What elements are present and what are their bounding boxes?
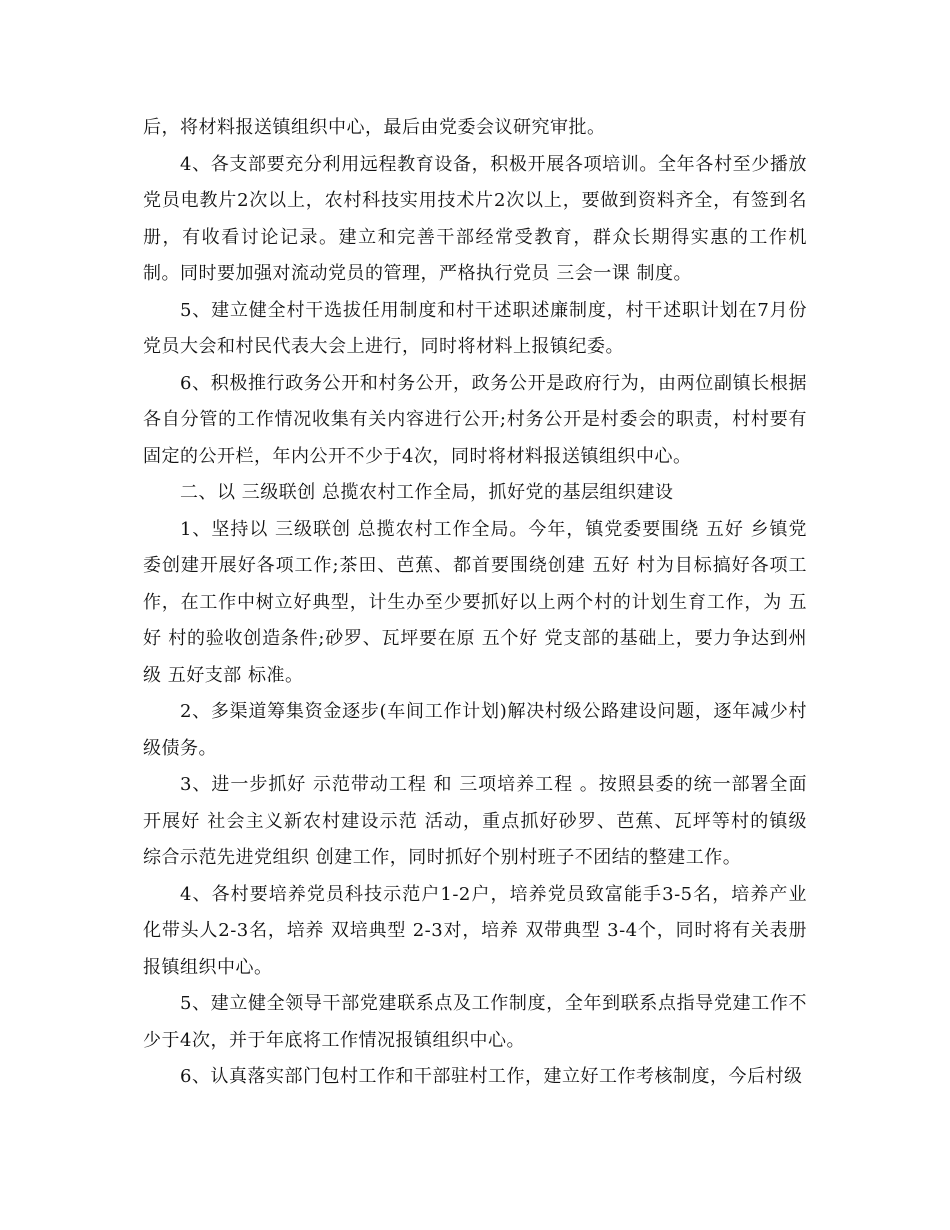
- paragraph-item-4-training: 4、各支部要充分利用远程教育设备，积极开展各项培训。全年各村至少播放党员电教片2次以上，农村科技实用技术片2次以上，要做到资料齐全，有签到名册，有收看讨论记录。建立和完善干部经常受教育，群众长期得实惠的工作机制。同时要加强对流动党员的管理，严格执行党员 三会一课 制度。: [143, 153, 807, 284]
- paragraph-item-5-selection: 5、建立健全村干选拔任用制度和村干述职述廉制度，村干述职计划在7月份党员大会和村民代表大会上进行，同时将材料上报镇纪委。: [143, 299, 807, 357]
- paragraph-item-6-village-work: 6、认真落实部门包村工作和干部驻村工作，建立好工作考核制度，今后村级: [180, 1066, 803, 1087]
- paragraph-item-2-funding: 2、多渠道筹集资金逐步(车间工作计划)解决村级公路建设问题，逐年减少村级债务。: [143, 701, 807, 759]
- paragraph-item-1-three-level: 1、坚持以 三级联创 总揽农村工作全局。今年，镇党委要围绕 五好 乡镇党委创建开展好各项工作;茶田、芭蕉、都首要围绕创建 五好 村为目标搞好各项工作，在工作中树立好典型，计生办至少要抓好以上两个村的计划生育工作，为 五好 村的验收创造条件;砂罗、瓦坪要在原 五个好 党支部的基础上，要力争达到州级 五好支部 标准。: [143, 518, 807, 686]
- paragraph-item-4-cultivation: 4、各村要培养党员科技示范户1-2户，培养党员致富能手3-5名，培养产业化带头人2-3名，培养 双培典型 2-3对，培养 双带典型 3-4个，同时将有关表册报镇组织中心。: [143, 883, 807, 978]
- section-heading-two: 二、以 三级联创 总揽农村工作全局，抓好党的基层组织建设: [180, 482, 674, 503]
- document-body: [143, 110, 807, 1096]
- paragraph-continuation: 后，将材料报送镇组织中心，最后由党委会议研究审批。: [143, 117, 606, 138]
- paragraph-item-6-openness: 6、积极推行政务公开和村务公开，政务公开是政府行为，由两位副镇长根据各自分管的工作情况收集有关内容进行公开;村务公开是村委会的职责，村村要有固定的公开栏，年内公开不少于4次，同时将材料报送镇组织中心。: [143, 372, 807, 467]
- paragraph-item-5-contact-points: 5、建立健全领导干部党建联系点及工作制度，全年到联系点指导党建工作不少于4次，并于年底将工作情况报镇组织中心。: [143, 993, 807, 1051]
- paragraph-item-3-demonstration: 3、进一步抓好 示范带动工程 和 三项培养工程 。按照县委的统一部署全面开展好 社会主义新农村建设示范 活动，重点抓好砂罗、芭蕉、瓦坪等村的镇级 综合示范先进党组织 创建工作，同时抓好个别村班子不团结的整建工作。: [143, 774, 807, 868]
